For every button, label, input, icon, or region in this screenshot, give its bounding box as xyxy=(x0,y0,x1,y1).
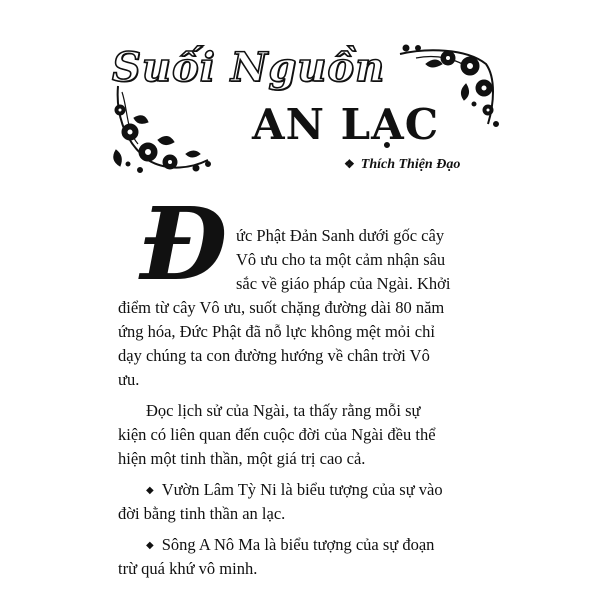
bullet2-line-2: trừ quá khứ vô minh. xyxy=(118,559,258,578)
bullet2-line-1 xyxy=(146,533,434,560)
floral-ornament-left-icon xyxy=(108,80,218,176)
bullet-diamond-icon: ◆ xyxy=(146,540,154,551)
bullet1-line-1 xyxy=(146,478,443,505)
para1-line-1: ức Phật Đản Sanh dưới gốc cây xyxy=(236,226,445,245)
author-marker-icon: ❖ xyxy=(344,157,355,171)
para1-line-5: ứng hóa, Đức Phật đã nỗ lực không mệt mỏi chỉ xyxy=(118,322,435,341)
para1-line-2: Vô ưu cho ta một cảm nhận sâu xyxy=(236,250,446,269)
bullet-diamond-icon: ◆ xyxy=(146,485,154,496)
bullet1-text: Vườn Lâm Tỳ Ni là biểu tượng của sự vào xyxy=(161,480,443,499)
title-main: AN LẠC xyxy=(252,100,440,149)
bullet2-text: Sông A Nô Ma là biểu tượng của sự đoạn xyxy=(161,535,435,554)
bullet1-line-2: đời bằng tinh thần an lạc. xyxy=(118,504,286,523)
para2-line-1: Đọc lịch sử của Ngài, ta thấy rằng mỗi sự xyxy=(146,401,421,420)
para1-line-6: dạy chúng ta con đường hướng về chân trời Vô xyxy=(118,346,430,365)
para1-line-4: điểm từ cây Vô ưu, suốt chặng đường dài 80 năm xyxy=(118,298,445,317)
para1-line-7: ưu. xyxy=(118,370,140,389)
drop-cap-letter: Đ xyxy=(140,185,228,303)
author-name: Thích Thiện Đạo xyxy=(360,157,461,172)
author-line xyxy=(344,157,460,173)
para1-line-3: sắc về giáo pháp của Ngài. Khởi xyxy=(236,274,451,293)
title-script: Suối Nguồn xyxy=(112,44,386,91)
drop-cap xyxy=(140,185,228,303)
para2-line-3: hiện một tinh thần, một giá trị cao cả. xyxy=(118,449,366,468)
para2-line-2: kiện có liên quan đến cuộc đời của Ngài đều thể xyxy=(118,425,436,444)
